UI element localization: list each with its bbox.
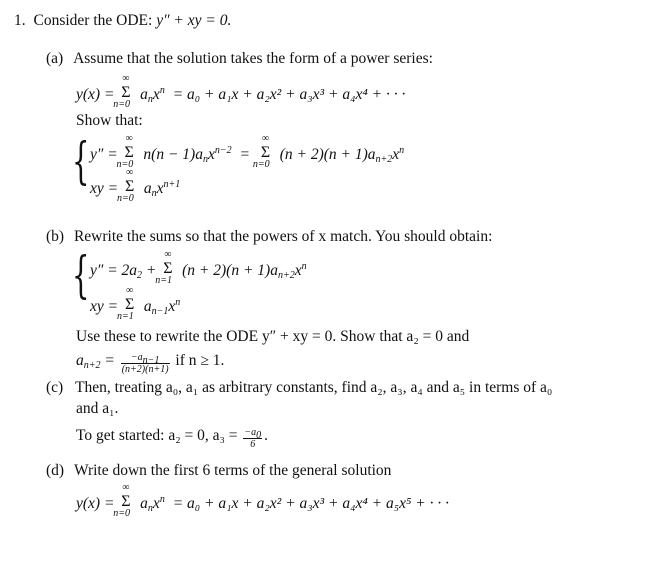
recurrence-condition: if n ≥ 1.: [175, 352, 225, 369]
part-c-line2: and a₁.: [76, 400, 119, 417]
eq-b1-lhs: $y'' = 2a_2$ +: [90, 262, 157, 281]
part-c-start-text: To get started: a₂ = 0, a₃ =: [76, 427, 238, 444]
sum-symbol: ∞ Σ n=1: [155, 249, 173, 286]
series-rhs: = a₀ + a₁x + a₂x² + a₃x³ + a₄x⁴ + a₅x⁵ + · · ·: [172, 495, 449, 512]
sum-symbol: ∞ Σ n=1: [116, 285, 135, 322]
recurrence-lhs: $a_{n+2}$ =: [76, 352, 115, 371]
part-d-text: Write down the first 6 terms of the general solution: [73, 462, 392, 479]
series-term: $a_nx^n$: [140, 85, 165, 105]
problem-ode: y″ + xy = 0.: [156, 12, 232, 29]
part-b-use-text: Use these to rewrite the ODE y″ + xy = 0. Show that a₂ = 0 and: [76, 328, 470, 345]
part-a-series: [76, 73, 406, 110]
series-rhs: = a₀ + a₁x + a₂x² + a₃x³ + a₄x⁴ + · · ·: [172, 86, 406, 103]
part-b-text: Rewrite the sums so that the powers of x match. You should obtain:: [73, 228, 493, 245]
problem-intro: Consider the ODE:: [33, 12, 157, 29]
a3-fraction: $\frac{-a_0}{6}$: [244, 427, 262, 450]
problem-header: [14, 12, 231, 30]
eq2-rhs: $a_nx^{n+1}$: [143, 179, 181, 199]
part-b-eq1: [90, 249, 307, 286]
part-a-eq1: y″ = ∞ Σ n=0 $n(n - 1)a_nx^{n-2}$ = ∞ Σ n=0 $(n + 2)(n + 1)a_{n+2}x^n$: [90, 133, 405, 170]
show-that-label: Show that:: [76, 112, 143, 129]
part-c-start: To get started: a₂ = 0, a₃ = $\frac{-a_0}{6}$ .: [76, 427, 268, 450]
part-b-header: [46, 228, 492, 246]
part-d-header: [46, 462, 391, 480]
recurrence-fraction: $\frac{-a_{n-1}}{(n+2)(n+1)}$: [121, 352, 169, 375]
eq-b1-rhs: $(n + 2)(n + 1)a_{n+2}x^n$: [182, 261, 307, 281]
part-a-label: (a): [46, 50, 64, 67]
brace-b: {: [72, 246, 90, 304]
part-b-label: (b): [46, 228, 65, 245]
eq1-rhs: $(n + 2)(n + 1)a_{n+2}x^n$: [279, 145, 405, 165]
eq-b2-rhs: $a_{n-1}x^n$: [143, 297, 181, 317]
series-term: $a_nx^n$: [140, 494, 165, 514]
sum-symbol: ∞ Σ n=0: [113, 482, 131, 519]
part-b-eq2: xy = ∞ Σ n=1 $a_{n-1}x^n$: [90, 285, 181, 322]
eq1-mid: $n(n - 1)a_nx^{n-2}$: [143, 145, 232, 165]
part-a-header: [46, 50, 433, 68]
part-c-text1: Then, treating a₀, a₁ as arbitrary constants, find a₂, a₃, a₄ and a₅ in terms of a₀: [75, 379, 553, 396]
part-c-label: (c): [46, 379, 64, 396]
part-d-label: (d): [46, 462, 65, 479]
sum-symbol: ∞ Σ n=0: [113, 73, 131, 110]
part-d-series: y(x) = ∞ Σ n=0 $a_nx^n = a_0 + a_1x + a_2x^2 + a_3x^3 + a_4x^4 + a_5x^5$ + · · ·: [76, 482, 449, 519]
sum-symbol: ∞ Σ n=0: [116, 133, 134, 170]
part-a-text: Assume that the solution takes the form of a power series:: [73, 50, 433, 67]
sum-symbol: ∞ Σ n=0: [252, 133, 271, 170]
part-c-line1: [46, 379, 552, 397]
series-lhs: y(x) =: [76, 86, 119, 103]
part-a-eq2: xy = ∞ Σ n=0 $a_nx^{n+1}$: [90, 167, 181, 204]
part-b-recurrence: [76, 352, 224, 375]
eq1-equals: =: [239, 146, 250, 163]
sum-symbol: ∞ Σ n=0: [116, 167, 135, 204]
problem-number: 1.: [14, 12, 26, 29]
brace-a: {: [72, 132, 90, 190]
